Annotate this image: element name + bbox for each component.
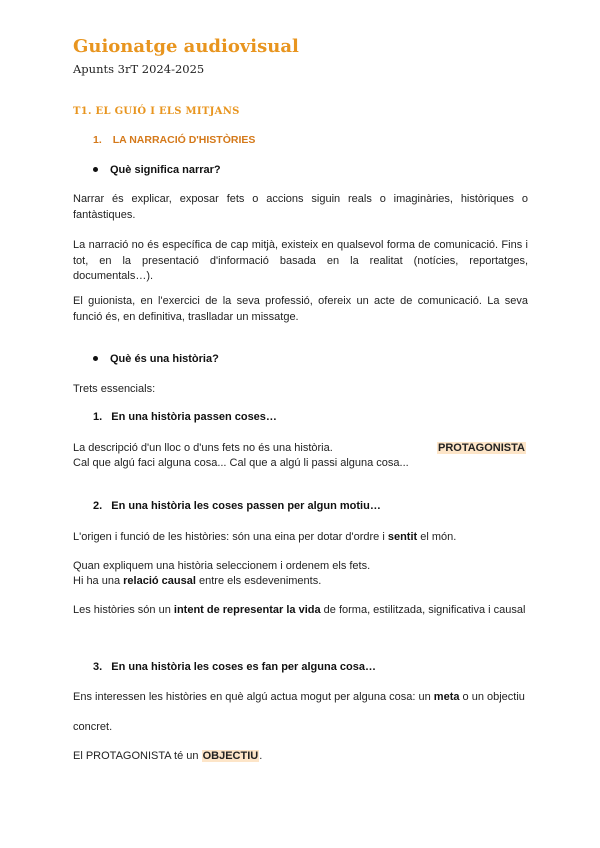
trait-heading-2 <box>93 500 381 512</box>
paragraph: Narrar és explicar, exposar fets o accions siguin reals o imaginàries, històriques o fantàstiques. <box>73 193 528 221</box>
paragraph-line: El PROTAGONISTA té un OBJECTIU. <box>73 750 263 762</box>
paragraph-line: Quan expliquem una història seleccionem i ordenem els fets. <box>73 560 371 572</box>
trait-label: En una història les coses es fan per alguna cosa… <box>111 661 376 673</box>
trait-number: 2. <box>93 500 103 512</box>
paragraph: Trets essencials: <box>73 383 156 395</box>
paragraph: Ens interessen les històries en què algú actua mogut per alguna cosa: un meta o un objectiu <box>73 691 525 703</box>
trait-heading-3 <box>93 661 376 673</box>
trait-heading-1 <box>93 411 277 423</box>
subsection-heading <box>93 134 255 146</box>
subsection-number: 1. <box>93 134 102 146</box>
trait-number: 1. <box>93 411 103 423</box>
bullet-icon <box>93 356 98 361</box>
paragraph: La narració no és específica de cap mitjà, existeix en qualsevol forma de comunicació. Fins i tot, en la presentació d'informació basada en la realitat (notícies, reportatges, documentals…). <box>73 239 528 282</box>
paragraph-line: La descripció d'un lloc o d'uns fets no és una història. <box>73 442 333 454</box>
section-heading: T1. EL GUIÓ I ELS MITJANS <box>73 106 240 117</box>
bullet-icon <box>93 167 98 172</box>
objectiu-highlight: OBJECTIU <box>202 750 259 762</box>
paragraph: Les històries són un intent de representar la vida de forma, estilitzada, significativa i causal <box>73 604 526 616</box>
paragraph-line: L'origen i funció de les històries: són una eina per dotar d'ordre i sentit el món. <box>73 531 457 543</box>
question-heading-narrar <box>93 164 221 176</box>
emphasis: sentit <box>387 531 418 543</box>
document-subtitle: Apunts 3rT 2024-2025 <box>73 62 205 76</box>
paragraph-line: Cal que algú faci alguna cosa... Cal que a algú li passi alguna cosa... <box>73 457 409 469</box>
trait-label: En una història les coses passen per algun motiu… <box>111 500 381 512</box>
subsection-label: LA NARRACIÓ D'HISTÒRIES <box>112 134 256 146</box>
protagonista-tag: PROTAGONISTA <box>438 442 525 454</box>
question-label: Què significa narrar? <box>110 164 221 176</box>
paragraph: El guionista, en l'exercici de la seva professió, ofereix un acte de comunicació. La seva funció és, en definitiva, traslladar un missatge. <box>73 295 528 323</box>
paragraph-line: concret. <box>73 721 113 733</box>
trait-number: 3. <box>93 661 103 673</box>
document-title: Guionatge audiovisual <box>73 36 299 57</box>
question-label: Què és una història? <box>110 353 219 365</box>
trait-label: En una història passen coses… <box>111 411 277 423</box>
emphasis: intent de representar la vida <box>173 604 321 616</box>
emphasis: relació causal <box>123 575 196 587</box>
paragraph-line: Hi ha una relació causal entre els esdeveniments. <box>73 575 322 587</box>
question-heading-historia <box>93 353 219 365</box>
emphasis: meta <box>433 691 460 703</box>
